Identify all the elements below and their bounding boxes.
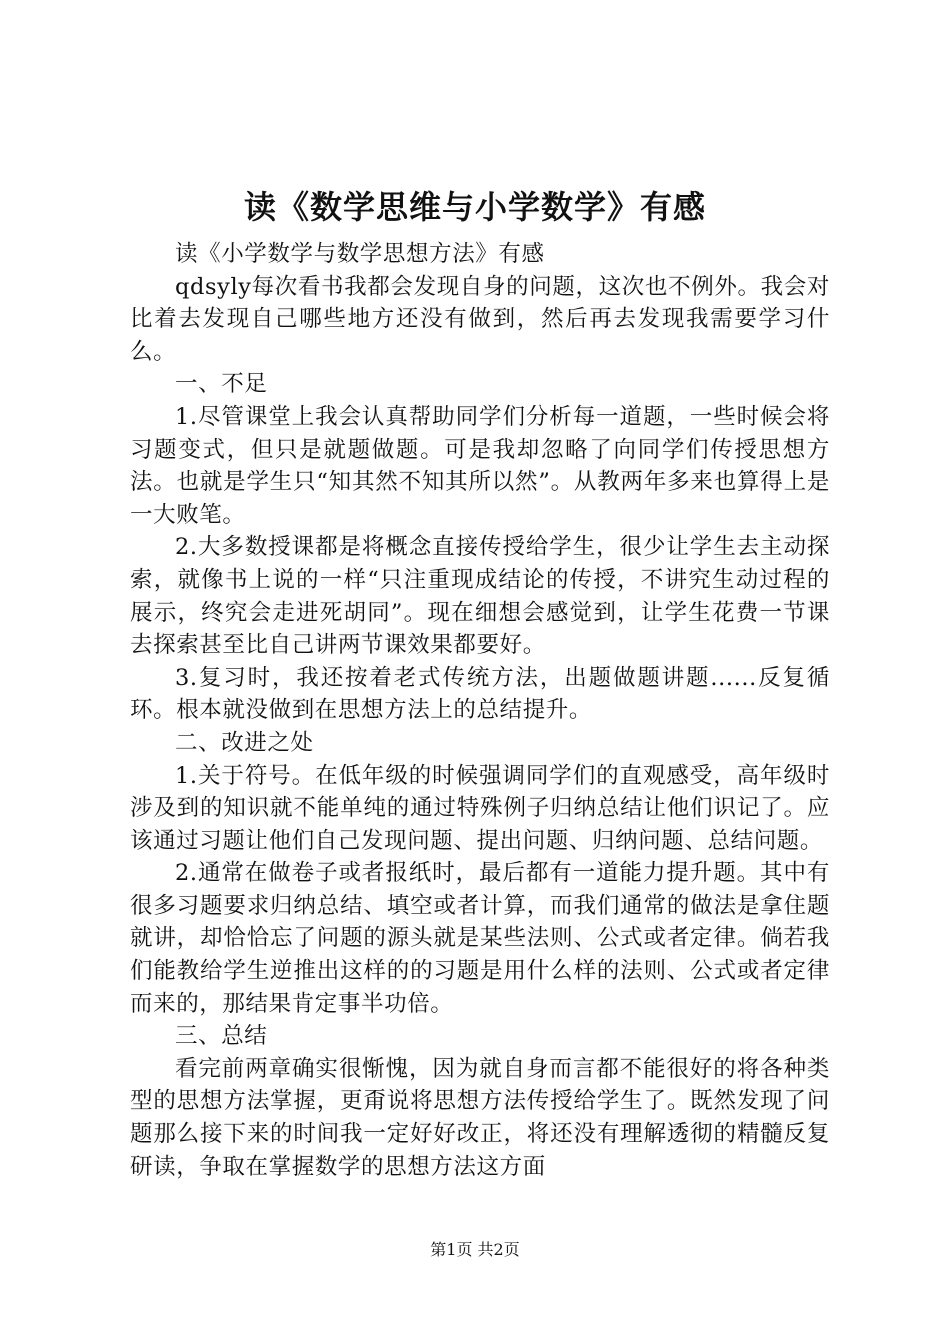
shortcoming-item-3: 3.复习时，我还按着老式传统方法，出题做题讲题......反复循环。根本就没做到在思想方法上的总结提升。 [130,664,830,724]
section-heading-shortcomings: 一、不足 [175,371,268,398]
document-title: 读《数学思维与小学数学》有感 [243,188,706,226]
subtitle-paragraph: 读《小学数学与数学思想方法》有感 [175,241,545,267]
page-number-footer: 第1页 共2页 [430,1240,520,1259]
document-body [130,238,830,1183]
improvement-item-1: 1.关于符号。在低年级的时候强调同学们的直观感受，高年级时涉及到的知识就不能单纯的通过特殊例子归纳总结让他们识记了。应该通过习题让他们自己发现问题、提出问题、归纳问题、总结问题。 [130,762,830,854]
shortcoming-item-1: 1.尽管课堂上我会认真帮助同学们分析每一道题，一些时候会将习题变式，但只是就题做题。可是我却忽略了向同学们传授思想方法。也就是学生只“知其然不知其所以然”。从教两年多来也算得上是一大败笔。 [130,403,830,528]
summary-paragraph: 看完前两章确实很惭愧，因为就自身而言都不能很好的将各种类型的思想方法掌握，更甭说将思想方法传授给学生了。既然发现了问题那么接下来的时间我一定好好改正，将还没有理解透彻的精髓反复研读，争取在掌握数学的思想方法这方面 [130,1055,830,1180]
shortcoming-item-2: 2.大多数授课都是将概念直接传授给学生，很少让学生去主动探索，就像书上说的一样“只注重现成结论的传授，不讲究生动过程的展示，终究会走进死胡同”。现在细想会感觉到，让学生花费一节课去探索甚至比自己讲两节课效果都要好。 [130,534,830,659]
section-heading-summary: 三、总结 [175,1023,268,1050]
improvement-item-2: 2.通常在做卷子或者报纸时，最后都有一道能力提升题。其中有很多习题要求归纳总结、填空或者计算，而我们通常的做法是拿住题就讲，却恰恰忘了问题的源头就是某些法则、公式或者定律。倘若我们能教给学生逆推出这样的的习题是用什么样的法则、公式或者定律而来的，那结果肯定事半功倍。 [130,860,830,1017]
intro-paragraph: qdsyly每次看书我都会发现自身的问题，这次也不例外。我会对比着去发现自己哪些地方还没有做到，然后再去发现我需要学习什么。 [130,273,830,365]
section-heading-improvements: 二、改进之处 [175,729,314,756]
